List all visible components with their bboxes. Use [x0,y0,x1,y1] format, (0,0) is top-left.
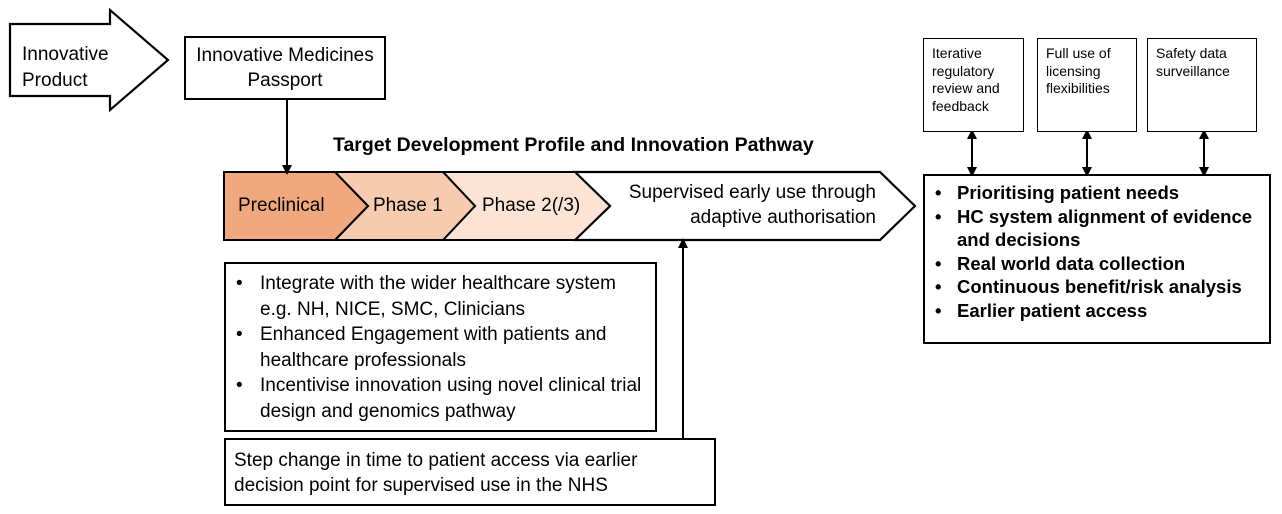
regulatory-box-iterative-review [923,38,1024,132]
initiatives-box [224,262,657,432]
pathway-title: Target Development Profile and Innovation Pathway [333,134,814,156]
initiative-item: • Incentivise innovation using novel clinical trial design and genomics pathway [232,373,647,424]
regulatory-box-text: Iterative regulatory review and feedback [932,45,1000,114]
outcome-item: • Earlier patient access [929,299,1263,323]
regulatory-box-safety [1147,38,1257,132]
outcome-item: • HC system alignment of evidence and decisions [929,205,1263,252]
stage-label-preclinical: Preclinical [238,195,325,216]
step-change-box [224,438,716,506]
supervised-use-label: Supervised early use through adaptive authorisation [628,182,876,228]
outcomes-list [929,181,1263,323]
outcomes-box [923,174,1271,344]
regulatory-box-text: Full use of licensing flexibilities [1046,45,1111,96]
stage-label-phase1: Phase 1 [373,195,443,216]
initiatives-list [232,271,647,424]
passport-box [184,36,386,100]
outcome-item: • Continuous benefit/risk analysis [929,275,1263,299]
initiative-item: • Enhanced Engagement with patients and healthcare professionals [232,322,647,373]
step-change-text: Step change in time to patient access via earlier decision point for supervised use in the NHS [234,450,638,496]
stage-label-phase2: Phase 2(/3) [482,195,581,216]
outcome-item: • Prioritising patient needs [929,181,1263,205]
regulatory-box-text: Safety data surveillance [1156,45,1230,79]
initiative-item: • Integrate with the wider healthcare system e.g. NH, NICE, SMC, Clinicians [232,271,647,322]
outcome-item: • Real world data collection [929,252,1263,276]
regulatory-box-licensing [1037,38,1137,132]
passport-label: Innovative Medicines Passport [196,45,374,91]
innovative-product-label: Innovative Product [22,44,109,91]
